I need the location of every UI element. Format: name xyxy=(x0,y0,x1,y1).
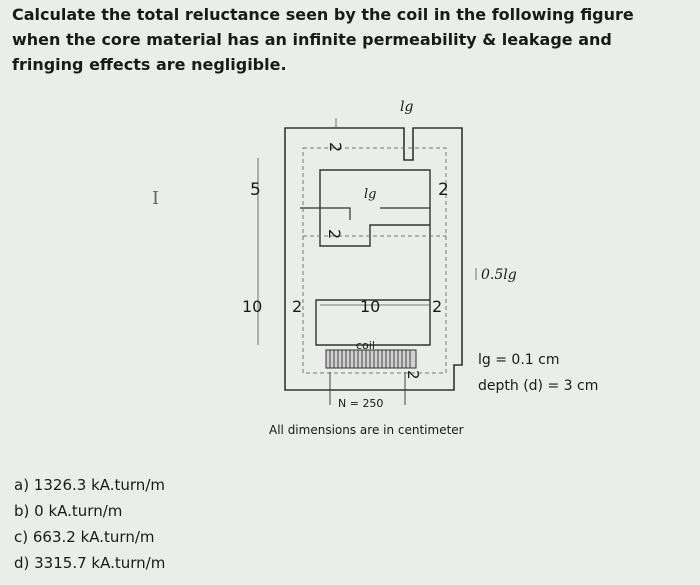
dim-right-limb: 2 xyxy=(438,180,449,200)
dimensions-note: All dimensions are in centimeter xyxy=(269,423,464,437)
dim-right-lower: 2 xyxy=(432,297,443,316)
label-gap-top: lg xyxy=(400,99,414,115)
dim-bottom: 2 xyxy=(404,370,422,380)
option-c[interactable]: c) 663.2 kA.turn/m xyxy=(14,528,155,546)
question-text: Calculate the total reluctance seen by the coil in the following figure when the core material has an infinite permeability & leakage and fringing effects are negligible. xyxy=(12,5,634,74)
option-a[interactable]: a) 1326.3 kA.turn/m xyxy=(14,476,165,494)
label-gap-mid: lg xyxy=(364,187,377,202)
dim-inner-gap: 2 xyxy=(325,229,344,240)
dim-left-lower: 10 xyxy=(242,297,263,316)
lg-value: lg = 0.1 cm xyxy=(478,352,560,368)
option-b[interactable]: b) 0 kA.turn/m xyxy=(14,502,123,520)
dim-left-upper: 5 xyxy=(250,180,261,200)
label-gap-right: 0.5lg xyxy=(481,267,517,283)
dim-left-limb: 2 xyxy=(292,297,303,316)
depth-value: depth (d) = 3 cm xyxy=(478,378,599,394)
option-d[interactable]: d) 3315.7 kA.turn/m xyxy=(14,554,166,572)
dim-window: 10 xyxy=(360,297,381,316)
answer-options xyxy=(14,472,165,576)
dim-top: 2 xyxy=(326,142,345,153)
turns-label: N = 250 xyxy=(338,397,384,410)
coil-label: coil xyxy=(356,339,375,352)
text-cursor-icon: I xyxy=(152,188,160,209)
